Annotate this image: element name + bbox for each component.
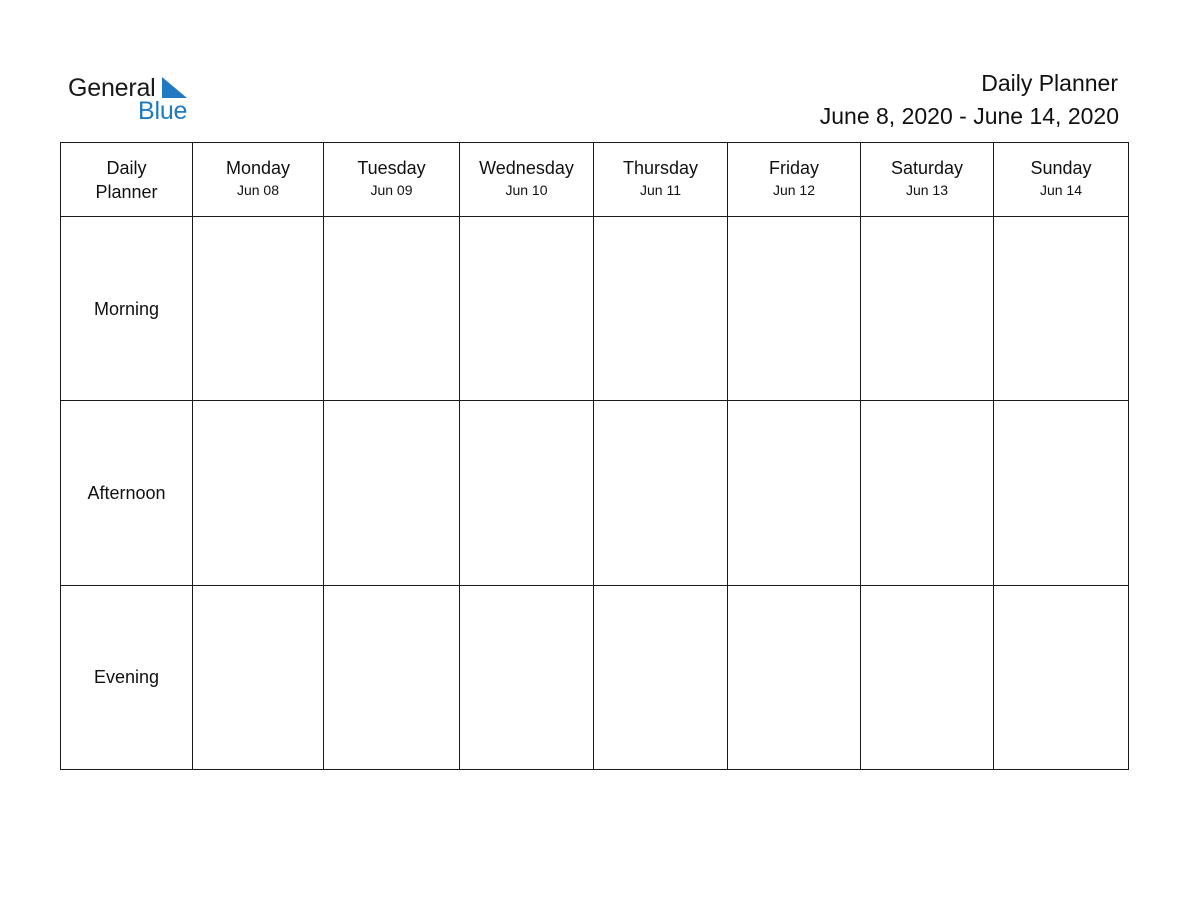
day-date: Jun 09 — [370, 181, 413, 198]
day-date: Jun 10 — [505, 181, 548, 198]
planner-cell[interactable] — [324, 401, 460, 585]
planner-cell[interactable] — [728, 401, 861, 585]
day-name: Saturday — [890, 157, 964, 178]
planner-cell[interactable] — [460, 217, 594, 401]
corner-label-line2: Planner — [95, 181, 158, 202]
period-label: Evening — [61, 585, 193, 769]
planner-cell[interactable] — [861, 217, 994, 401]
day-date: Jun 13 — [905, 181, 949, 198]
day-header-wednesday — [460, 143, 594, 217]
day-name: Monday — [225, 157, 291, 178]
page-title: Daily Planner — [981, 70, 1118, 96]
period-row-evening — [61, 585, 1129, 769]
planner-table — [60, 142, 1129, 770]
day-name: Wednesday — [479, 157, 574, 178]
planner-cell[interactable] — [994, 401, 1129, 585]
planner-cell[interactable] — [193, 217, 324, 401]
day-date: Jun 11 — [640, 181, 681, 198]
period-label: Morning — [61, 217, 193, 401]
period-label: Afternoon — [61, 401, 193, 585]
planner-cell[interactable] — [994, 217, 1129, 401]
planner-cell[interactable] — [594, 585, 728, 769]
day-name: Sunday — [1030, 157, 1092, 178]
planner-cell[interactable] — [861, 401, 994, 585]
header-row — [61, 143, 1129, 217]
day-date: Jun 12 — [772, 181, 816, 198]
planner-cell[interactable] — [594, 401, 728, 585]
corner-header-cell — [61, 143, 193, 217]
day-header-saturday — [861, 143, 994, 217]
planner-cell[interactable] — [460, 585, 594, 769]
planner-cell[interactable] — [193, 401, 324, 585]
period-row-afternoon — [61, 401, 1129, 585]
planner-cell[interactable] — [994, 585, 1129, 769]
day-header-tuesday — [324, 143, 460, 217]
planner-cell[interactable] — [193, 585, 324, 769]
logo-triangle-icon — [160, 77, 190, 99]
planner-cell[interactable] — [861, 585, 994, 769]
logo — [68, 74, 198, 124]
planner-cell[interactable] — [728, 585, 861, 769]
day-name: Thursday — [622, 157, 699, 178]
day-name: Friday — [768, 157, 819, 178]
planner-cell[interactable] — [324, 217, 460, 401]
planner-cell[interactable] — [728, 217, 861, 401]
day-date: Jun 14 — [1039, 181, 1083, 198]
period-row-morning — [61, 217, 1129, 401]
day-header-friday — [728, 143, 861, 217]
day-header-sunday — [994, 143, 1129, 217]
day-name: Tuesday — [357, 157, 426, 178]
planner-cell[interactable] — [460, 401, 594, 585]
day-header-monday — [193, 143, 324, 217]
date-range: June 8, 2020 - June 14, 2020 — [819, 103, 1119, 129]
logo-text-general: General — [68, 74, 156, 102]
planner-cell[interactable] — [594, 217, 728, 401]
day-date: Jun 08 — [236, 181, 280, 198]
planner-cell[interactable] — [324, 585, 460, 769]
corner-label-line1: Daily — [106, 157, 147, 178]
logo-text-blue: Blue — [138, 97, 188, 125]
day-header-thursday — [594, 143, 728, 217]
